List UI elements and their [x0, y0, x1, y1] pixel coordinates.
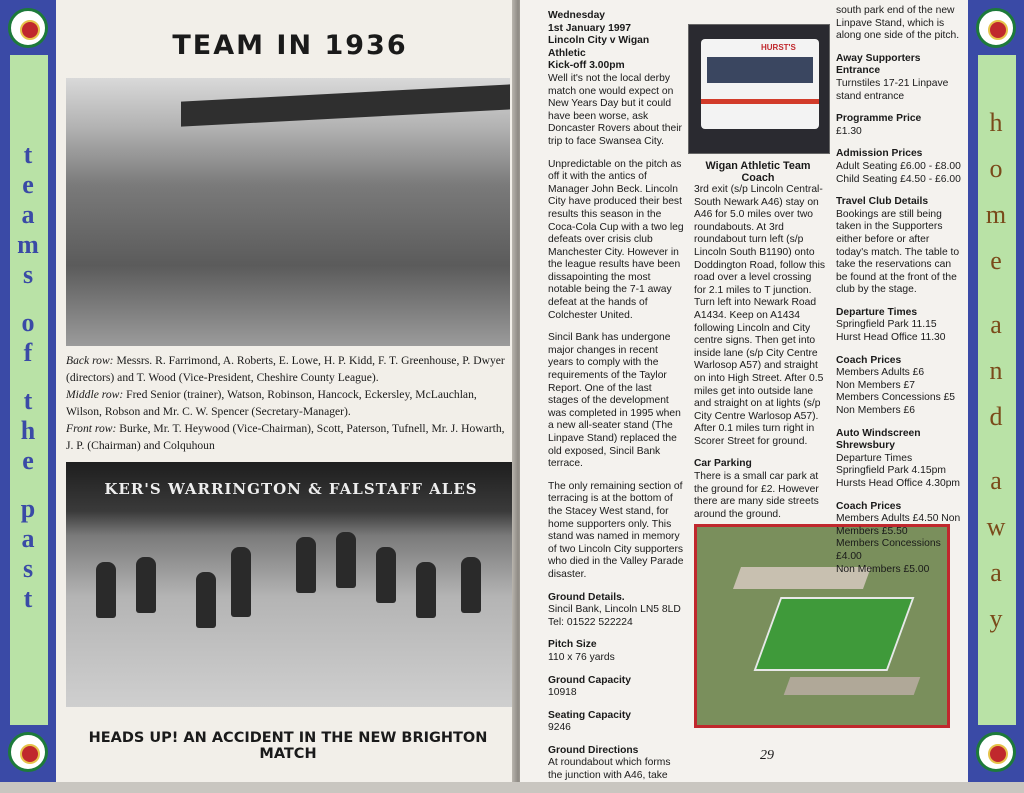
side-letter: y [989, 604, 1003, 633]
section-text: There is a small car park at the ground for £2. However there are many side streets around the ground. [694, 471, 819, 520]
section-heading: Admission Prices [836, 148, 923, 160]
side-letter: o [989, 154, 1003, 183]
home-and-away-label [968, 100, 1024, 642]
side-letter: d [989, 402, 1003, 431]
side-letter: a [21, 200, 35, 229]
side-letter: e [22, 446, 34, 475]
right-side-strip [968, 0, 1024, 782]
side-letter: s [22, 260, 34, 289]
team-photo [66, 78, 510, 346]
club-crest-icon [976, 8, 1016, 48]
side-letter: m [17, 230, 39, 259]
section-heading: Car Parking [694, 458, 752, 470]
travel-info-column [836, 5, 964, 586]
page-title: TEAM IN 1936 [172, 30, 408, 61]
side-letter: f [23, 338, 33, 367]
club-crest-icon [8, 732, 48, 772]
section-text: The only remaining section of terracing is at the bottom of the Stacey West stand, for home supporters only. This stand was named in memory of two Lincoln City supporters who died in the Valley Parade disaster. [548, 480, 684, 580]
section-text: Bookings are still being taken in the Supporters either before or after today's match. The table to take the reservations can be found at the front of the club by the stage. [836, 208, 960, 296]
team-coach-caption: Wigan Athletic Team Coach [705, 160, 811, 184]
side-letter: a [990, 310, 1002, 339]
section-heading: Travel Club Details [836, 196, 929, 208]
section-heading: Auto Windscreen Shrewsbury [836, 427, 921, 452]
left-page [0, 0, 516, 782]
left-side-strip [0, 0, 56, 782]
section-text: 3rd exit (s/p Lincoln Central-South Newark A46) stay on A46 for 5.0 miles over two roundabouts. At 3rd roundabout turn left (s/p Lincoln South B1190) onto Doddington Road, follow this road over a level crossing for 2.1 miles to T junction. Turn left into Newark Road A1434. Keep on A1434 following Lincoln and City centre signs. Then get into inside lane (s/p City Centre Warlosop A57) and straight on into High Street. After 0.5 miles get into outside lane and straight on at lights (s/p City Centre Warlosop A57). After 0.1 miles turn right in Scorer Street for ground. [694, 184, 826, 447]
side-letter: s [22, 554, 34, 583]
side-letter: o [21, 308, 35, 337]
section-text: £1.30 [836, 125, 862, 137]
section-heading: Programme Price [836, 113, 922, 125]
side-letter: t [23, 386, 33, 415]
side-letter: t [23, 584, 33, 613]
side-letter: h [20, 416, 36, 445]
section-text: Unpredictable on the pitch as off it with the antics of Manager John Beck. Lincoln City have produced their best results this season in the Coca-Cola Cup with a two leg defeats over crisis club Manchester City. However in the league results have been dissapointing the most notable being the 7-1 away defeat at the hands of Colchester United. [548, 158, 684, 321]
section-text: 9246 [548, 722, 571, 734]
club-crest-icon [8, 8, 48, 48]
side-letter: h [989, 108, 1003, 137]
side-letter: m [985, 200, 1007, 229]
match-headline: HEADS UP! AN ACCIDENT IN THE NEW BRIGHTON MATCH [88, 730, 488, 762]
section-text: Members Adults £6 Non Members £7 Members Concessions £5 Non Members £6 [836, 367, 956, 417]
section-heading: Departure Times [836, 306, 918, 318]
section-text: Well it's not the local derby match one would expect on New Years Day but it could have been worse, ask Doncaster Rovers about their trip to face Swansea City. [548, 72, 682, 147]
side-letter: e [22, 170, 34, 199]
section-text: Departure Times Springfield Park 4.15pm Hursts Head Office 4.30pm [836, 452, 961, 489]
section-text: Adult Seating £6.00 - £8.00 Child Seating £4.50 - £6.00 [836, 160, 961, 185]
section-text: Springfield Park 11.15 Hurst Head Office 11.30 [836, 319, 946, 344]
section-heading: Coach Prices [836, 354, 902, 366]
side-letter: p [20, 494, 36, 523]
section-heading: Seating Capacity [548, 709, 631, 721]
section-text: 10918 [548, 687, 577, 699]
side-letter: w [986, 512, 1006, 541]
section-heading: Pitch Size [548, 639, 597, 651]
page-number: 29 [760, 748, 774, 763]
section-heading: Ground Directions [548, 744, 639, 756]
section-heading: Ground Capacity [548, 674, 631, 686]
directions-column [694, 184, 826, 567]
stadium-banner: KER'S WARRINGTON & FALSTAFF ALES [104, 480, 478, 498]
section-heading: Coach Prices [836, 500, 902, 512]
club-crest-icon [976, 732, 1016, 772]
match-photo [66, 462, 516, 707]
side-letter: e [990, 246, 1002, 275]
teams-of-the-past-label [0, 140, 56, 614]
section-heading: Ground Details. [548, 591, 625, 603]
side-letter: a [990, 558, 1002, 587]
section-heading: Wednesday 1st January 1997 Lincoln City v Wigan Athletic Kick-off 3.00pm [548, 10, 650, 72]
section-text: Sincil Bank, Lincoln LN5 8LD Tel: 01522 522224 [548, 604, 681, 628]
section-text: At roundabout which forms the junction with A46, take [548, 757, 671, 782]
match-info-column [548, 10, 684, 793]
section-text: Sincil Bank has undergone major changes in recent years to comply with the requirements of the Taylor Report. One of the last stages of the development was completed in 1995 when a new all-seater stand (The Linpave Stand) replaced the old exposed, Sincil Bank terrace. [548, 332, 681, 470]
section-heading: Away Supporters Entrance [836, 52, 921, 77]
team-coach-photo: HURST'S [688, 24, 830, 154]
side-letter: n [989, 356, 1003, 385]
side-letter: t [23, 140, 33, 169]
side-letter: a [990, 466, 1002, 495]
side-letter: a [21, 524, 35, 553]
section-text: Turnstiles 17-21 Linpave stand entrance [836, 77, 949, 102]
section-text: south park end of the new Linpave Stand, which is along one side of the pitch. [836, 5, 960, 42]
section-text: 110 x 76 yards [548, 651, 615, 663]
section-text: Members Adults £4.50 Non Members £5.50 Members Concessions £4.00 Non Members £5.00 [836, 513, 961, 575]
team-caption: Back row: Messrs. R. Farrimond, A. Roberts, E. Lowe, H. P. Kidd, F. T. Greenhouse, P. Dwyer (directors) and T. Wood (Vice-President, Cheshire County League). Middle row: Fred Senior (trainer), Watson, Robinson, Hancock, Eckersley, McLauchlan, Wilson, Robson and Mr. C. W. Spencer (Secretary-Manager). Front row: Burke, Mr. T. Heywood (Vice-Chairman), Scott, Paterson, Tufnell, Mr. J. Howarth, J. P. (Chairman) and Colquhoun [66, 354, 505, 452]
